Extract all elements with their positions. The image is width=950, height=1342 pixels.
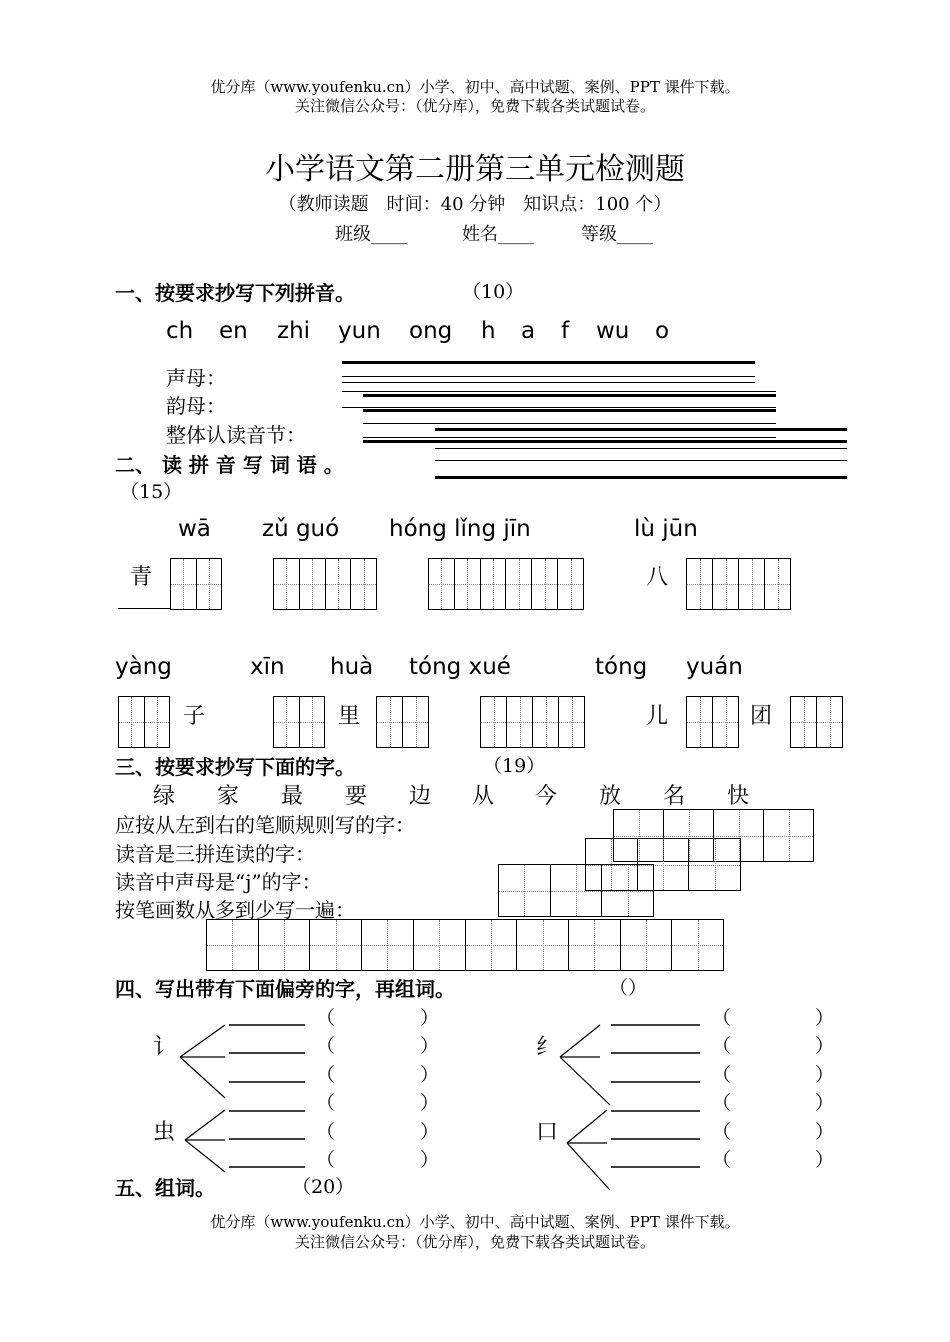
- question-three-part: 读音是三拼连读的字：: [115, 842, 315, 866]
- question-stroke-count: 按笔画数从多到少写一遍：: [115, 898, 355, 922]
- given-char-ba: 八: [646, 565, 669, 590]
- pinyin-item: zhi: [277, 318, 311, 344]
- page-title: 小学语文第二册第三单元检测题: [265, 152, 685, 187]
- pinyin-item: yun: [338, 318, 381, 344]
- pinyin-yuan: yuán: [686, 654, 743, 680]
- char-item: 最: [281, 784, 304, 809]
- section-2-heading: 二、 读 拼 音 写 词 语 。: [115, 453, 344, 477]
- radical-kou: 口: [536, 1120, 559, 1145]
- paren-open: （: [316, 1007, 336, 1029]
- radical-chong: 虫: [153, 1120, 176, 1145]
- char-item: 要: [345, 784, 368, 809]
- pinyin-zuguo: zǔ guó: [262, 516, 340, 542]
- char-item: 绿: [153, 784, 176, 809]
- section-4-points: （）: [609, 977, 648, 999]
- paren-close: ）: [420, 1035, 440, 1057]
- pinyin-item: f: [561, 318, 570, 344]
- section-4-heading: 四、写出带有下面偏旁的字，再组词。: [115, 977, 455, 1001]
- paren-open: （: [712, 1007, 732, 1029]
- question-stroke-order: 应按从左到右的笔顺规则写的字：: [115, 813, 415, 837]
- header-line-2: 关注微信公众号：（优分库），免费下载各类试题试卷。: [294, 97, 655, 115]
- pinyin-wa: wā: [178, 516, 211, 542]
- pinyin-tongxue: tóng xué: [409, 654, 511, 680]
- section-1-points: （10）: [462, 281, 525, 303]
- name-field[interactable]: 姓名____: [462, 224, 534, 245]
- pinyin-item: wu: [596, 318, 630, 344]
- paren-close: ）: [815, 1007, 835, 1029]
- paren-close: ）: [815, 1064, 835, 1086]
- char-item: 从: [472, 784, 495, 809]
- label-finals: 韵母：: [166, 394, 226, 418]
- pinyin-item: a: [521, 318, 536, 344]
- paren-open: （: [712, 1149, 732, 1171]
- given-char-li: 里: [338, 704, 361, 729]
- pinyin-item: ch: [166, 318, 194, 344]
- pinyin-honglingjin: hóng lǐng jīn: [389, 516, 531, 542]
- section-2-points: （15）: [120, 481, 183, 503]
- paren-close: ）: [420, 1007, 440, 1029]
- paren-close: ）: [420, 1149, 440, 1171]
- section-5-heading: 五、组词。: [115, 1176, 215, 1200]
- radical-si: 纟: [536, 1035, 559, 1060]
- pinyin-item: ong: [409, 318, 453, 344]
- paren-close: ）: [815, 1092, 835, 1114]
- given-char-qing: 青: [130, 565, 153, 590]
- char-item: 快: [727, 784, 750, 809]
- paren-open: （: [712, 1121, 732, 1143]
- section-5-points: （20）: [292, 1176, 355, 1198]
- pinyin-item: en: [219, 318, 248, 344]
- header-line-1: 优分库（www.youfenku.cn）小学、初中、高中试题、案例、PPT 课件下载。: [210, 78, 740, 96]
- char-item: 今: [535, 784, 558, 809]
- pinyin-item: o: [655, 318, 670, 344]
- paren-open: （: [316, 1064, 336, 1086]
- paren-close: ）: [420, 1064, 440, 1086]
- label-whole-syllables: 整体认读音节：: [166, 423, 306, 447]
- paren-open: （: [316, 1121, 336, 1143]
- section-3-heading: 三、按要求抄写下面的字。: [115, 755, 355, 779]
- pinyin-xin: xīn: [250, 654, 285, 680]
- char-item: 放: [599, 784, 622, 809]
- radical-yan: 讠: [153, 1035, 176, 1060]
- given-char-tuan: 团: [750, 704, 773, 729]
- paren-open: （: [712, 1064, 732, 1086]
- paren-close: ）: [815, 1035, 835, 1057]
- paren-open: （: [316, 1035, 336, 1057]
- char-item: 家: [217, 784, 240, 809]
- char-item: 边: [409, 784, 432, 809]
- given-char-er: 儿: [646, 704, 669, 729]
- pinyin-item: h: [481, 318, 496, 344]
- pinyin-tong: tóng: [595, 654, 648, 680]
- paren-open: （: [316, 1092, 336, 1114]
- pinyin-yang: yàng: [115, 654, 172, 680]
- paren-close: ）: [420, 1121, 440, 1143]
- pinyin-lujun: lù jūn: [634, 516, 698, 542]
- footer-line-1: 优分库（www.youfenku.cn）小学、初中、高中试题、案例、PPT 课件下载。: [210, 1213, 740, 1231]
- section-3-points: （19）: [483, 755, 546, 777]
- char-item: 名: [663, 784, 686, 809]
- paren-open: （: [712, 1035, 732, 1057]
- paren-open: （: [712, 1092, 732, 1114]
- paren-close: ）: [815, 1121, 835, 1143]
- given-char-zi: 子: [183, 704, 206, 729]
- section-1-heading: 一、按要求抄写下列拼音。: [115, 281, 355, 305]
- paren-open: （: [316, 1149, 336, 1171]
- pinyin-hua: huà: [330, 654, 374, 680]
- class-field[interactable]: 班级____: [335, 224, 407, 245]
- paren-close: ）: [420, 1092, 440, 1114]
- page-subtitle: （教师读题 时间：40 分钟 知识点：100 个）: [278, 194, 672, 215]
- grade-field[interactable]: 等级____: [581, 224, 653, 245]
- question-initial-j: 读音中声母是“j”的字：: [115, 870, 322, 894]
- paren-close: ）: [815, 1149, 835, 1171]
- label-initials: 声母：: [166, 366, 226, 390]
- footer-line-2: 关注微信公众号：（优分库），免费下载各类试题试卷。: [294, 1233, 655, 1251]
